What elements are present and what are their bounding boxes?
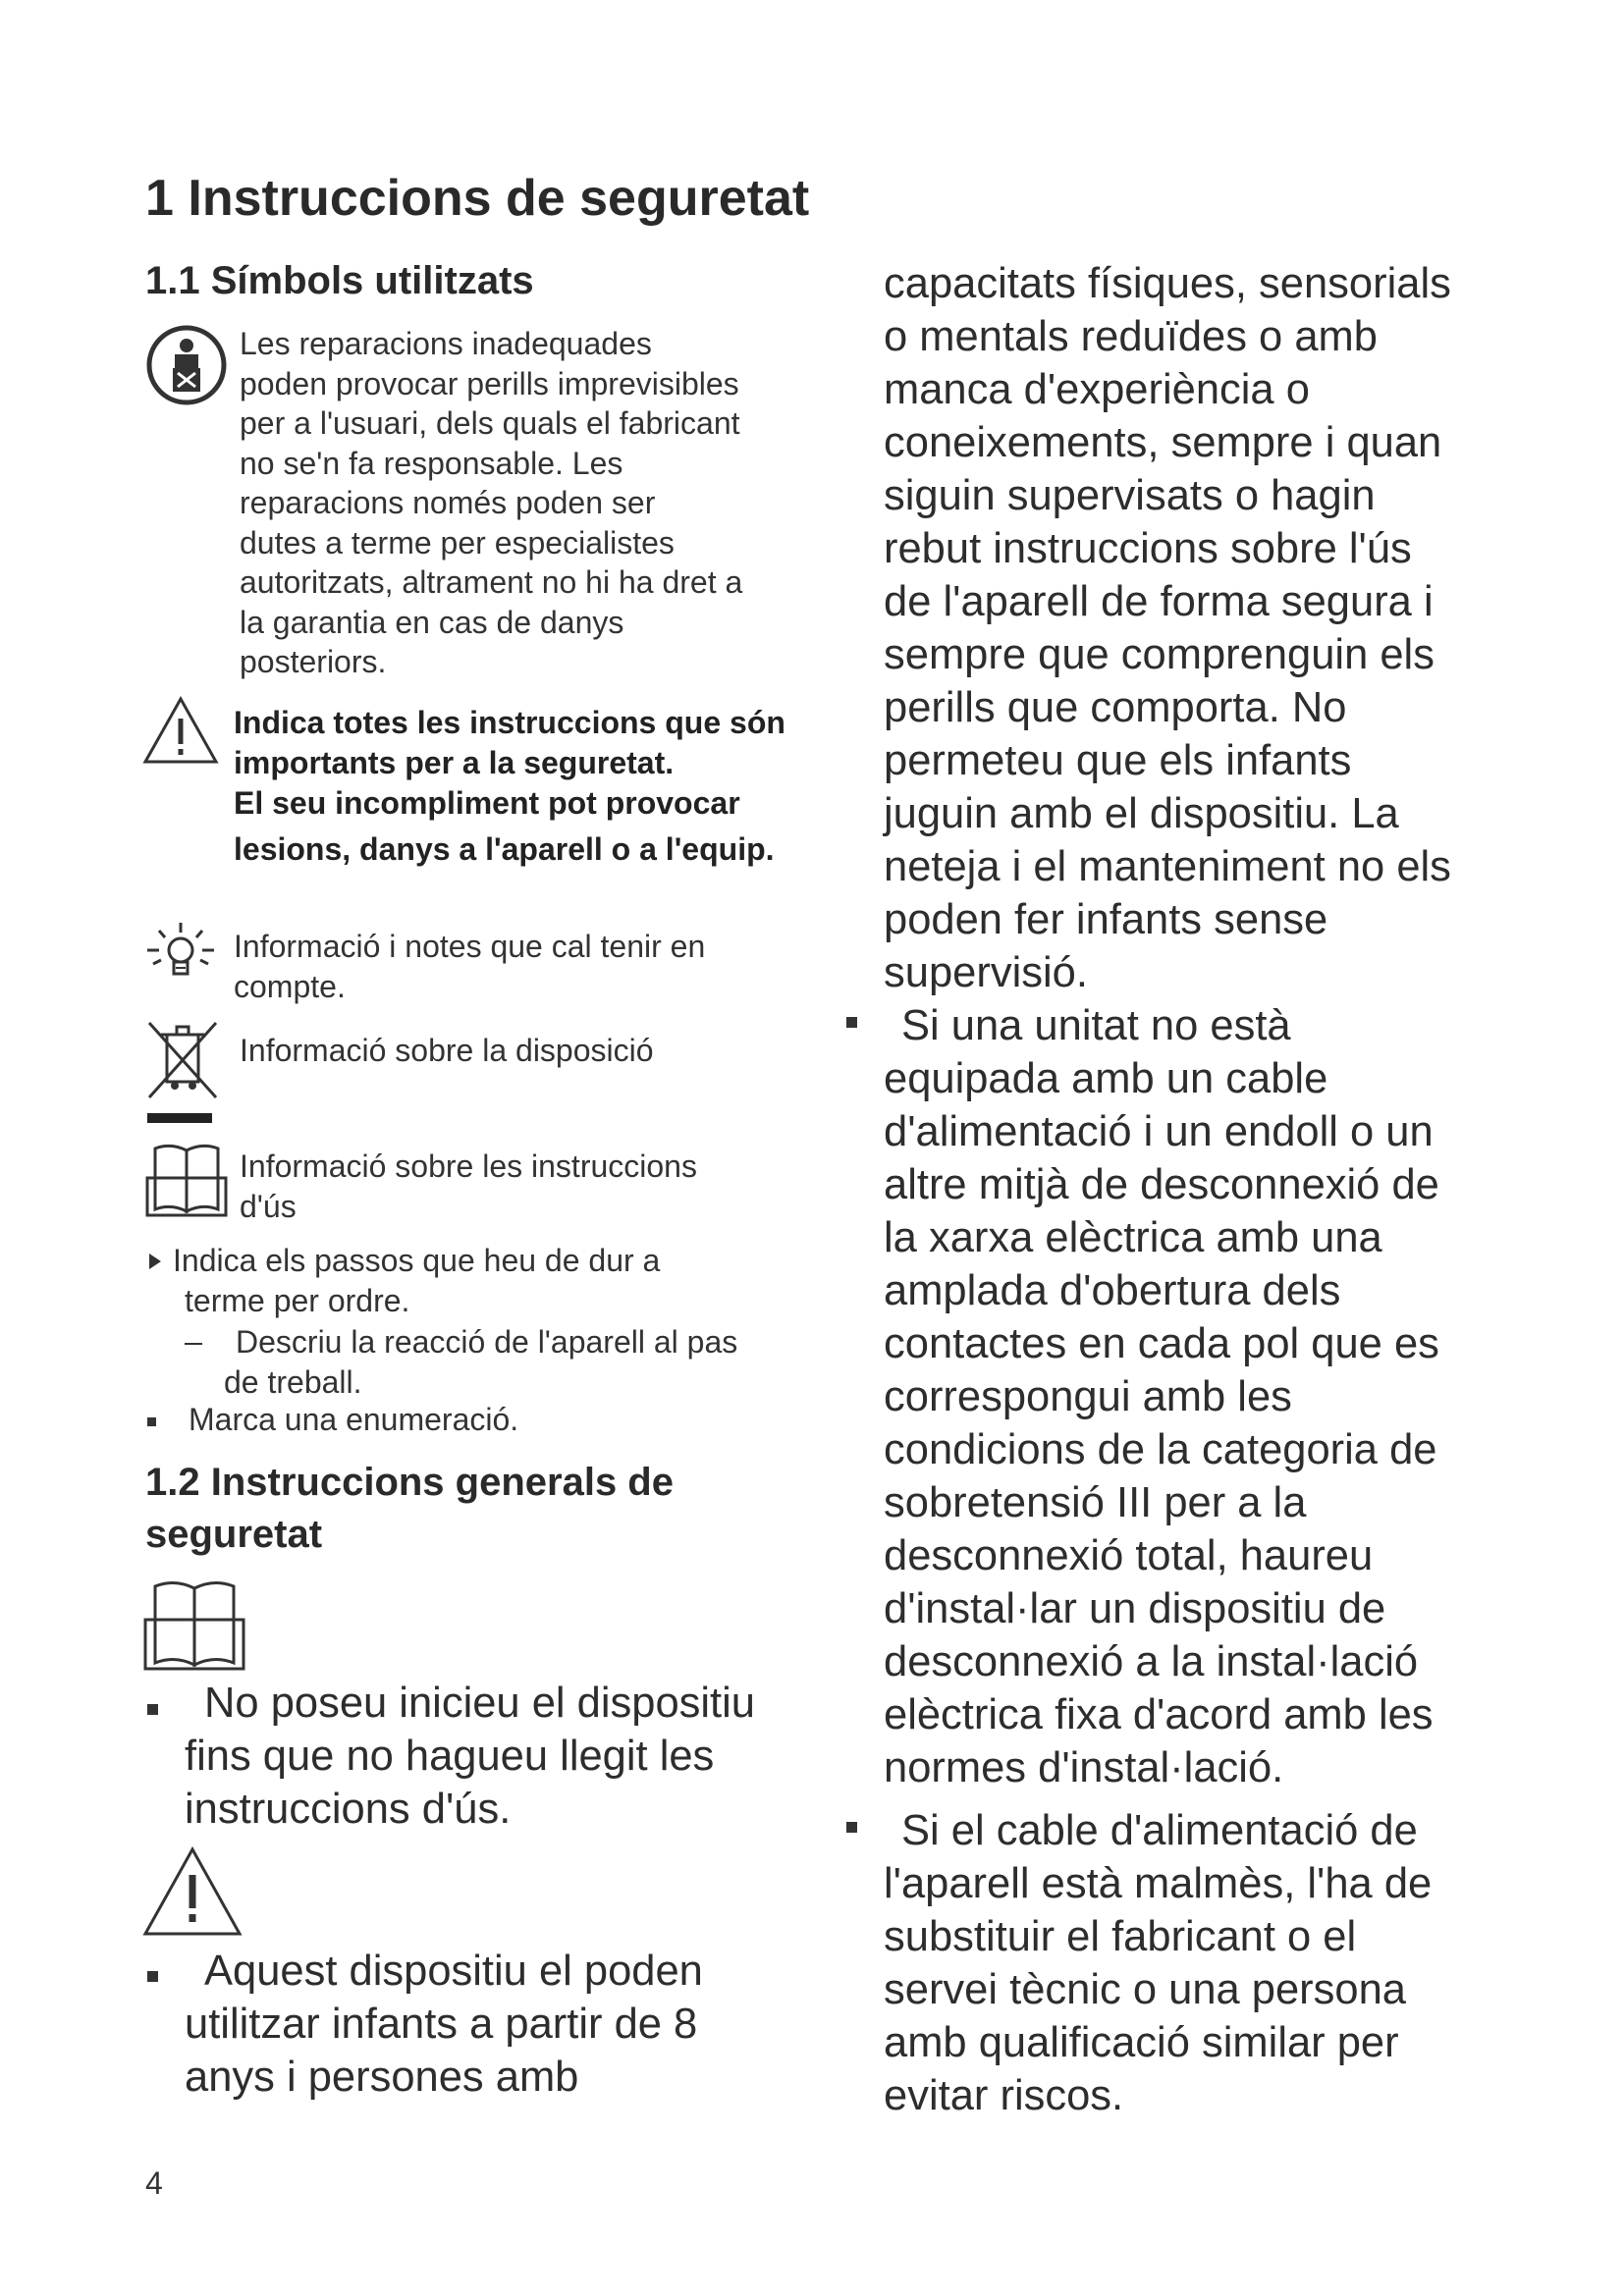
bullet-1-text: No poseu inicieu el dispositiu fins que no hagueu llegit les instruccions d'ús. [185,1680,755,1833]
continued-text: capacitats físiques, sensorials o mentals reduïdes o amb manca d'experiència o coneixements, sempre i quan siguin supervisats o hagin rebut instruccions sobre l'ús de l'aparell de forma segura i sempre que comprenguin els perills que comporta. No permeteu que els infants juguin amb el dispositiu. La neteja i el manteniment no els poden fer infants sense supervisió. [884,260,1451,996]
warning-icon [141,695,220,766]
page-number: 4 [145,2165,163,2201]
lightbulb-icon [139,921,222,989]
dash-bullet-icon [185,1343,202,1345]
bullet-3-text: Si una unitat no està equipada amb un cable d'alimentació i un endoll o un altre mitjà de desconnexió de la xarxa elèctrica amb una amplada d'obertura dels contactes en cada pol que es correspongui amb les condicions de la categoria de sobretensió III per a la desconnexió total, haureu d'instal·lar un dispositiu de desconnexió a la instal·lació elèctrica fixa d'acord amb les normes d'instal·lació. [884,1002,1439,1791]
manual-book-icon [145,1141,228,1219]
info-text: Informació i notes que cal tenir en compte. [234,929,706,1004]
reaction-line-1: Descriu la reacció de l'aparell al pas [236,1324,738,1360]
bullet-2-text: Aquest dispositiu el poden utilitzar infants a partir de 8 anys i persones amb [185,1948,703,2101]
repair-person-icon [145,324,228,406]
steps-line-2: terme per ordre. [185,1283,410,1318]
square-bullet-icon [147,1704,158,1715]
section-1-2-title: 1.2 Instruccions generals de seguretat [145,1461,674,1556]
reaction-line-2: de treball. [224,1364,362,1400]
section-1-1-title: 1.1 Símbols utilitzats [145,259,534,302]
disposal-bin-icon [145,1021,220,1129]
manual-text: Informació sobre les instruccions d'ús [240,1148,697,1224]
manual-book-icon-large [143,1576,245,1673]
page-heading: 1 Instruccions de seguretat [145,170,810,227]
square-bullet-icon [147,1971,158,1982]
warning-icon-large [141,1845,244,1938]
warning-text: Indica totes les instruccions que són importants per a la seguretat. El seu incompliment pot provocar lesions, danys a l'aparell o a l'equip. [234,705,785,867]
bullet-4-text: Si el cable d'alimentació de l'aparell està malmès, l'ha de substituir el fabricant o el servei tècnic o una persona amb qualificació similar per evitar riscos. [884,1807,1433,2119]
enum-text: Marca una enumeració. [189,1402,519,1437]
square-bullet-icon [147,1417,156,1426]
square-bullet-icon [846,1822,857,1833]
square-bullet-icon [846,1017,857,1028]
repairs-text: Les reparacions inadequades poden provocar perills imprevisibles per a l'usuari, dels quals el fabricant no se'n fa responsable. Les reparacions només poden ser dutes a terme per especialistes autoritzats, altrament no hi ha dret a la garantia en cas de danys posteriors. [240,326,743,679]
steps-line-1: Indica els passos que heu de dur a [173,1243,661,1278]
disposal-text: Informació sobre la disposició [240,1033,654,1068]
triangle-bullet-icon [149,1254,161,1269]
